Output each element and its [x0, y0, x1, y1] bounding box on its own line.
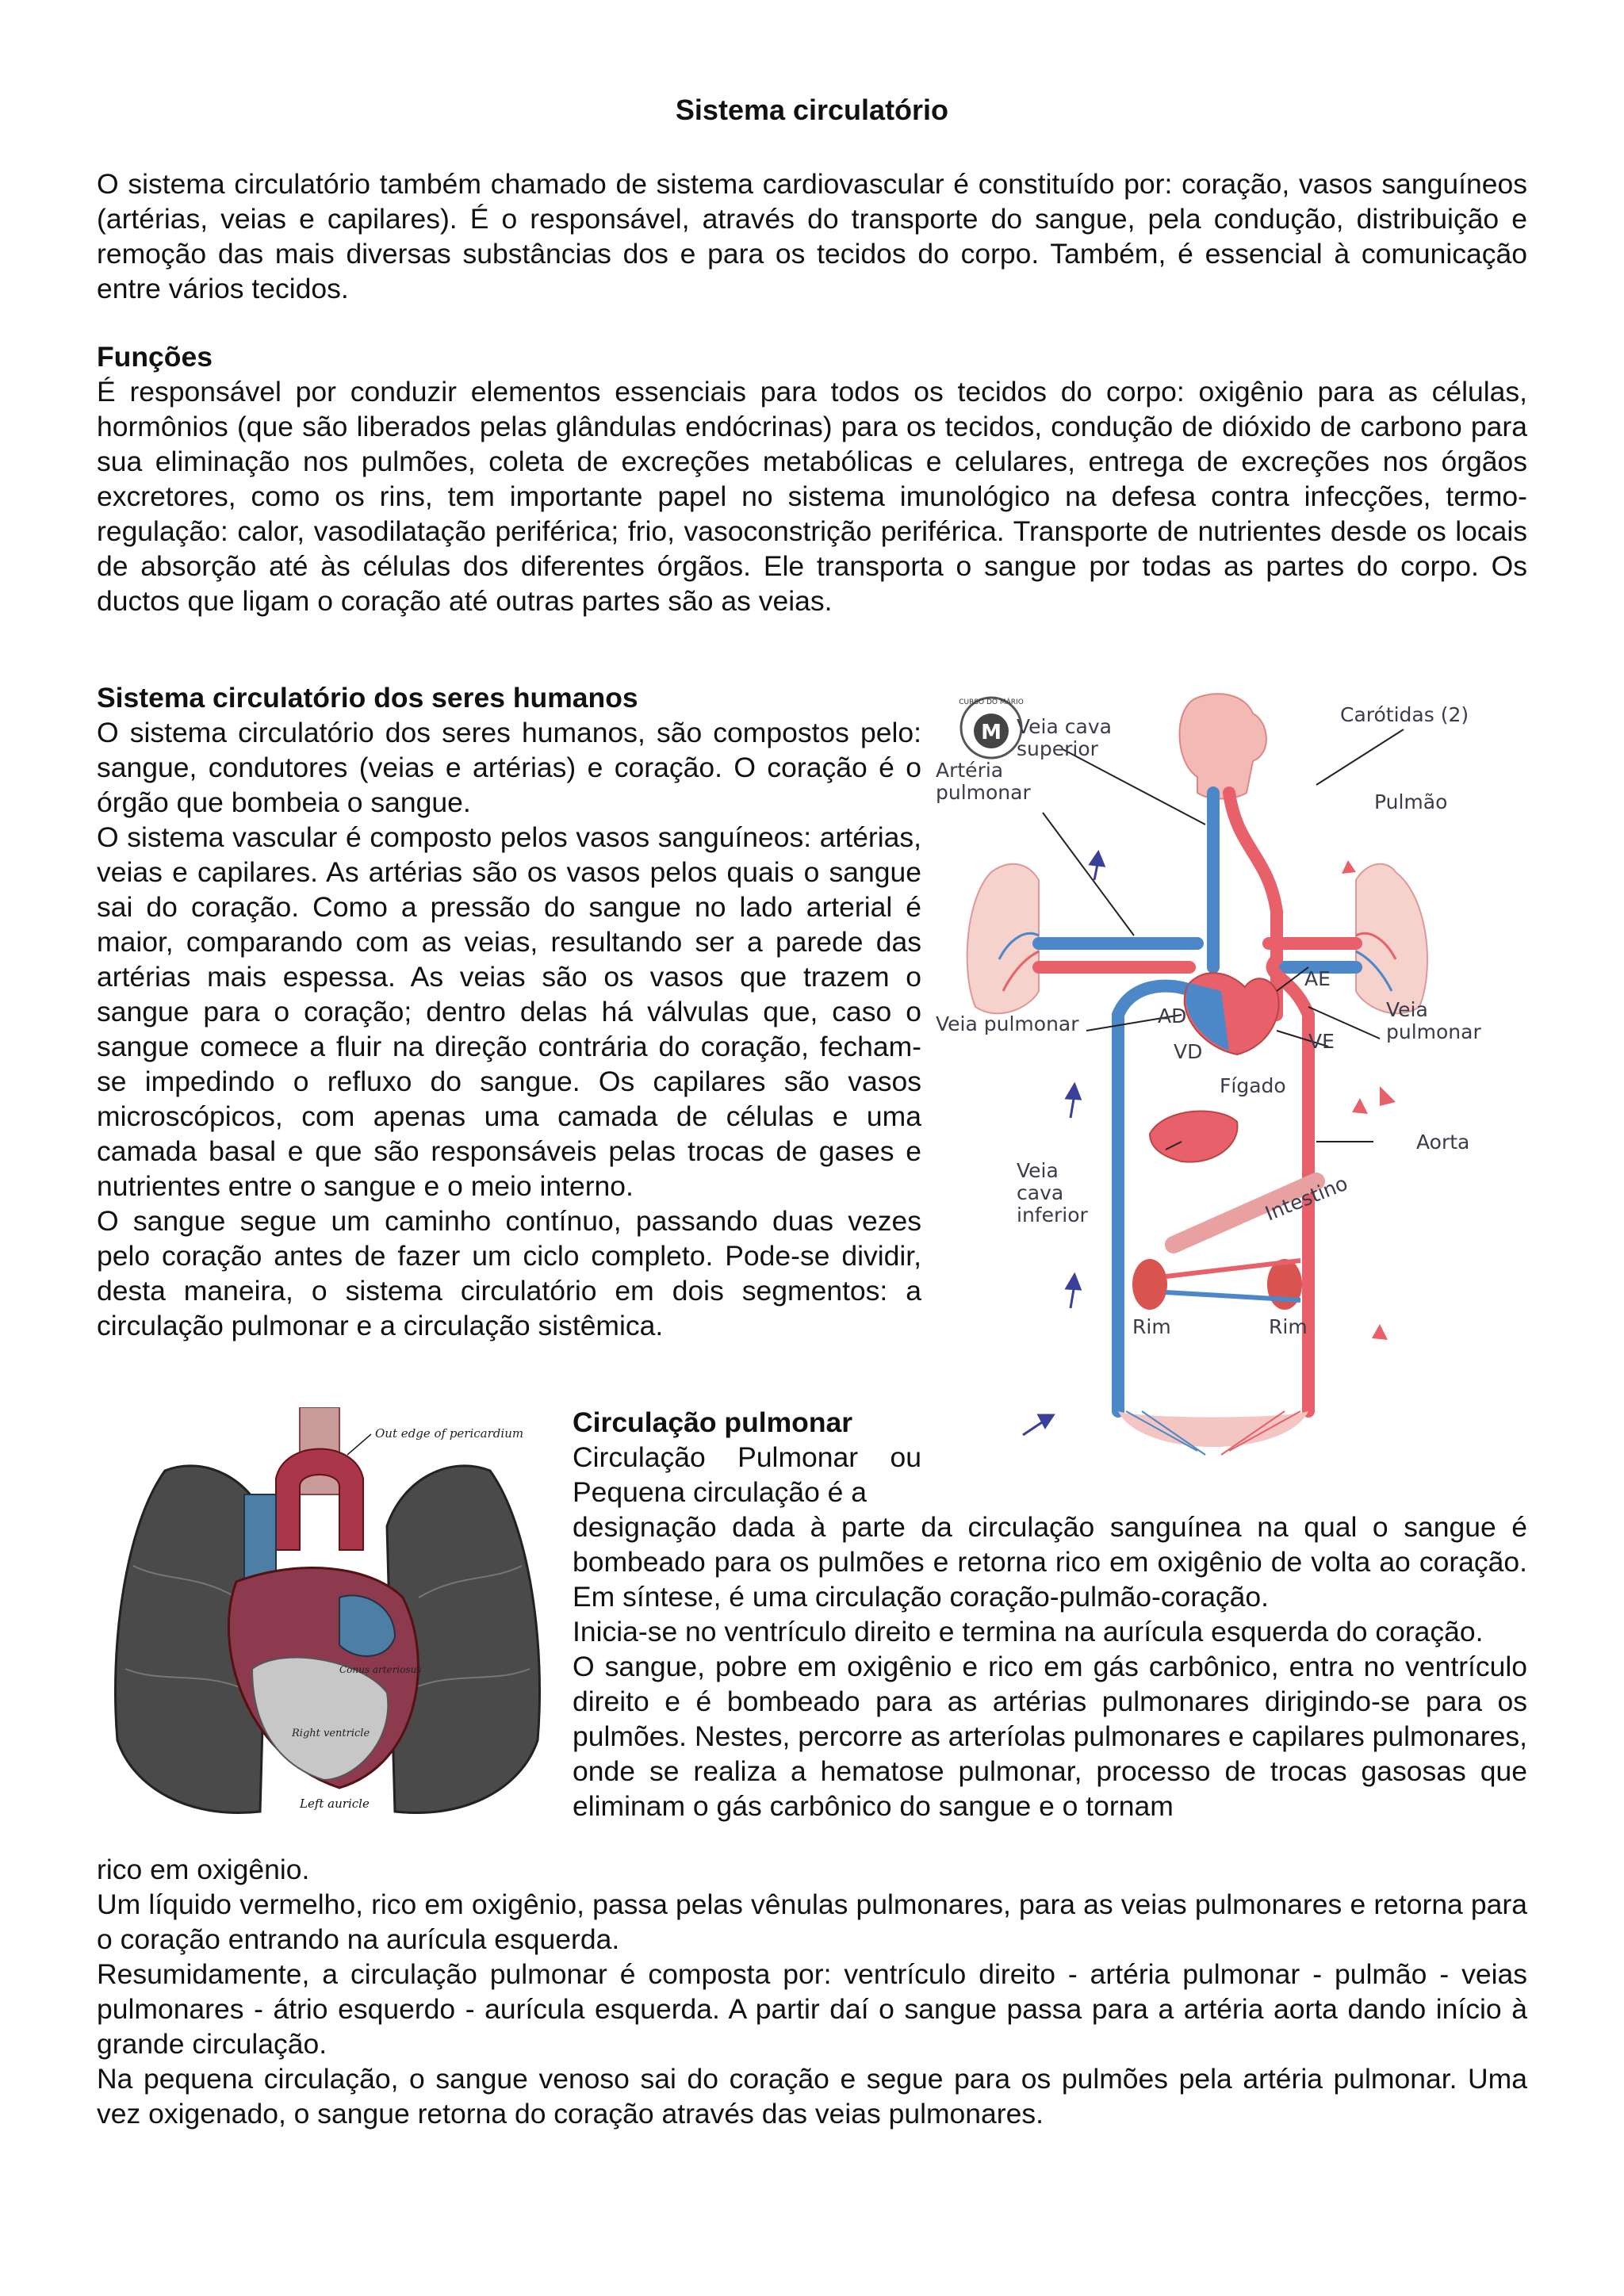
- humanos-heading: Sistema circulatório dos seres humanos: [97, 682, 638, 714]
- label-outer-edge: Out edge of pericardium: [375, 1426, 524, 1441]
- label-veia-pulmonar-right-1: Veia: [1386, 998, 1428, 1021]
- label-rim-left: Rim: [1132, 1315, 1171, 1338]
- intro-paragraph: O sistema circulatório também chamado de sistema cardiovascular é constituído por: coração, vasos sanguíneos (artérias, veias e capilares). É o responsável, através do transporte do sangue, pela condução, distribuição e remoção das mais diversas substâncias dos e para os tecidos do corpo. Também, é essencial à comunicação entre vários tecidos.: [97, 168, 1527, 304]
- label-arteria-pulmonar-1: Artéria: [936, 759, 1004, 782]
- label-aorta: Aorta: [1416, 1131, 1470, 1154]
- logo-ring-text: CURSO DO MÁRIO: [959, 698, 1024, 706]
- humanos-paragraph-1: O sistema circulatório dos seres humanos, são compostos pelo: sangue, condutores (veias e artérias) e coração. O coração é o órgão que bombeia o sangue.: [97, 717, 921, 818]
- label-veia-pulmonar-left: Veia pulmonar: [936, 1012, 1079, 1035]
- label-arteria-pulmonar-2: pulmonar: [936, 781, 1031, 804]
- pulmonar-paragraph-1b: designação dada à parte da circulação sanguínea na qual o sangue é bombeado para os pulmões e retorna rico em oxigênio de volta ao coração. Em síntese, é uma circulação coração-pulmão-coração.: [573, 1511, 1527, 1613]
- logo-letter: M: [981, 721, 1002, 744]
- pulmonar-section-top: [573, 1405, 1527, 1823]
- label-right-ventricle: Right ventricle: [292, 1728, 370, 1739]
- label-figado: Fígado: [1220, 1074, 1286, 1097]
- label-conus-arteriosus: Conus arteriosus: [339, 1664, 422, 1675]
- label-intestino: Intestino: [1262, 1171, 1351, 1226]
- humanos-paragraph-3: O sangue segue um caminho contínuo, passando duas vezes pelo coração antes de fazer um ciclo completo. Pode-se dividir, desta maneira, o sistema circulatório em dois segmentos: a circulação pulmonar e a circulação sistêmica.: [97, 1205, 921, 1341]
- label-veia-cava-superior-1: Veia cava: [1017, 715, 1112, 738]
- label-veia-cava-inferior-1: Veia: [1017, 1159, 1059, 1182]
- label-pulmao: Pulmão: [1374, 790, 1448, 813]
- label-veia-cava-superior-2: superior: [1017, 737, 1098, 760]
- label-ad: AD: [1158, 1004, 1187, 1027]
- label-vd: VD: [1174, 1040, 1203, 1063]
- label-ve: VE: [1308, 1030, 1335, 1053]
- pulmonar-paragraph-2: Inicia-se no ventrículo direito e termina na aurícula esquerda do coração.: [573, 1616, 1484, 1647]
- label-rim-right: Rim: [1269, 1315, 1308, 1338]
- label-left-auricle: Left auricle: [300, 1797, 370, 1811]
- funcoes-text: É responsável por conduzir elementos essenciais para todos os tecidos do corpo: oxigênio para as células, hormônios (que são liberados pelas glândulas endócrinas) para os tecidos, condução de dióxido de carbono para sua eliminação nos pulmões, coleta de excreções metabólicas e celulares, entrega de excreções nos órgãos excretores, como os rins, tem importante papel no sistema imunológico na defesa contra infecções, termo-regulação: calor, vasodilatação periférica; frio, vasoconstrição periférica. Transporte de nutrientes desde os locais de absorção até às células dos diferentes órgãos. Ele transporta o sangue por todas as partes do corpo. Os ductos que ligam o coração até outras partes são as veias.: [97, 376, 1527, 617]
- humanos-paragraph-2: O sistema vascular é composto pelos vasos sanguíneos: artérias, veias e capilares. As artérias são os vasos pelos quais o sangue sai do coração. Como a pressão do sangue no lado arterial é maior, comparando com as veias, resultando ser a parede das artérias mais espessa. As veias são os vasos que trazem o sangue para o coração; dentro delas há válvulas que, caso o sangue comece a fluir na direção contrária do coração, fecham-se impedindo o refluxo do sangue. Os capilares são vasos microscópicos, com apenas uma camada de células e uma camada basal e que são responsáveis pelas trocas de gases e nutrientes entre o sangue e o meio interno.: [97, 821, 921, 1202]
- humanos-section: [97, 680, 921, 1343]
- pulmonar-paragraph-3a: O sangue, pobre em oxigênio e rico em gás carbônico, entra no ventrículo direito e é bombeado para as artérias pulmonares dirigindo-se para os pulmões. Nestes, percorre as arteríolas pulmonares e capilares pulmonares, onde se realiza a hematose pulmonar, processo de trocas gasosas que eliminam o gás carbônico do sangue e o tornam: [573, 1651, 1527, 1822]
- label-ae: AE: [1304, 967, 1331, 990]
- funcoes-section: [97, 339, 1527, 618]
- lungs-heart-illustration: [102, 1407, 553, 1859]
- circulation-diagram: [936, 674, 1491, 1475]
- label-veia-cava-inferior-3: inferior: [1017, 1203, 1088, 1226]
- funcoes-heading: Funções: [97, 341, 213, 373]
- page-title: Sistema circulatório: [675, 94, 949, 126]
- left-kidney-organ: [1132, 1259, 1167, 1310]
- pulmonar-paragraph-1a: Circulação Pulmonar ou Pequena circulação é a: [573, 1441, 921, 1508]
- label-carotidas: Carótidas (2): [1340, 703, 1469, 726]
- pulmonar-paragraph-3b: rico em oxigênio.: [97, 1854, 310, 1885]
- pulmonar-heading: Circulação pulmonar: [573, 1406, 853, 1438]
- label-veia-cava-inferior-2: cava: [1017, 1181, 1064, 1204]
- pulmonar-paragraph-5: Resumidamente, a circulação pulmonar é composta por: ventrículo direito - artéria pulmonar - pulmão - veias pulmonares - átrio esquerdo - aurícula esquerda. A partir daí o sangue passa para a artéria aorta dando início à grande circulação.: [97, 1958, 1527, 2060]
- pulmonar-paragraph-4: Um líquido vermelho, rico em oxigênio, passa pelas vênulas pulmonares, para as veias pulmonares e retorna para o coração entrando na aurícula esquerda.: [97, 1888, 1527, 1955]
- logo-badge: [959, 697, 1024, 758]
- pulmonar-paragraph-6: Na pequena circulação, o sangue venoso sai do coração e segue para os pulmões pela artéria pulmonar. Uma vez oxigenado, o sangue retorna do coração através das veias pulmonares.: [97, 2063, 1527, 2130]
- pulmonar-section-bottom: [97, 1852, 1527, 2131]
- label-veia-pulmonar-right-2: pulmonar: [1386, 1020, 1481, 1043]
